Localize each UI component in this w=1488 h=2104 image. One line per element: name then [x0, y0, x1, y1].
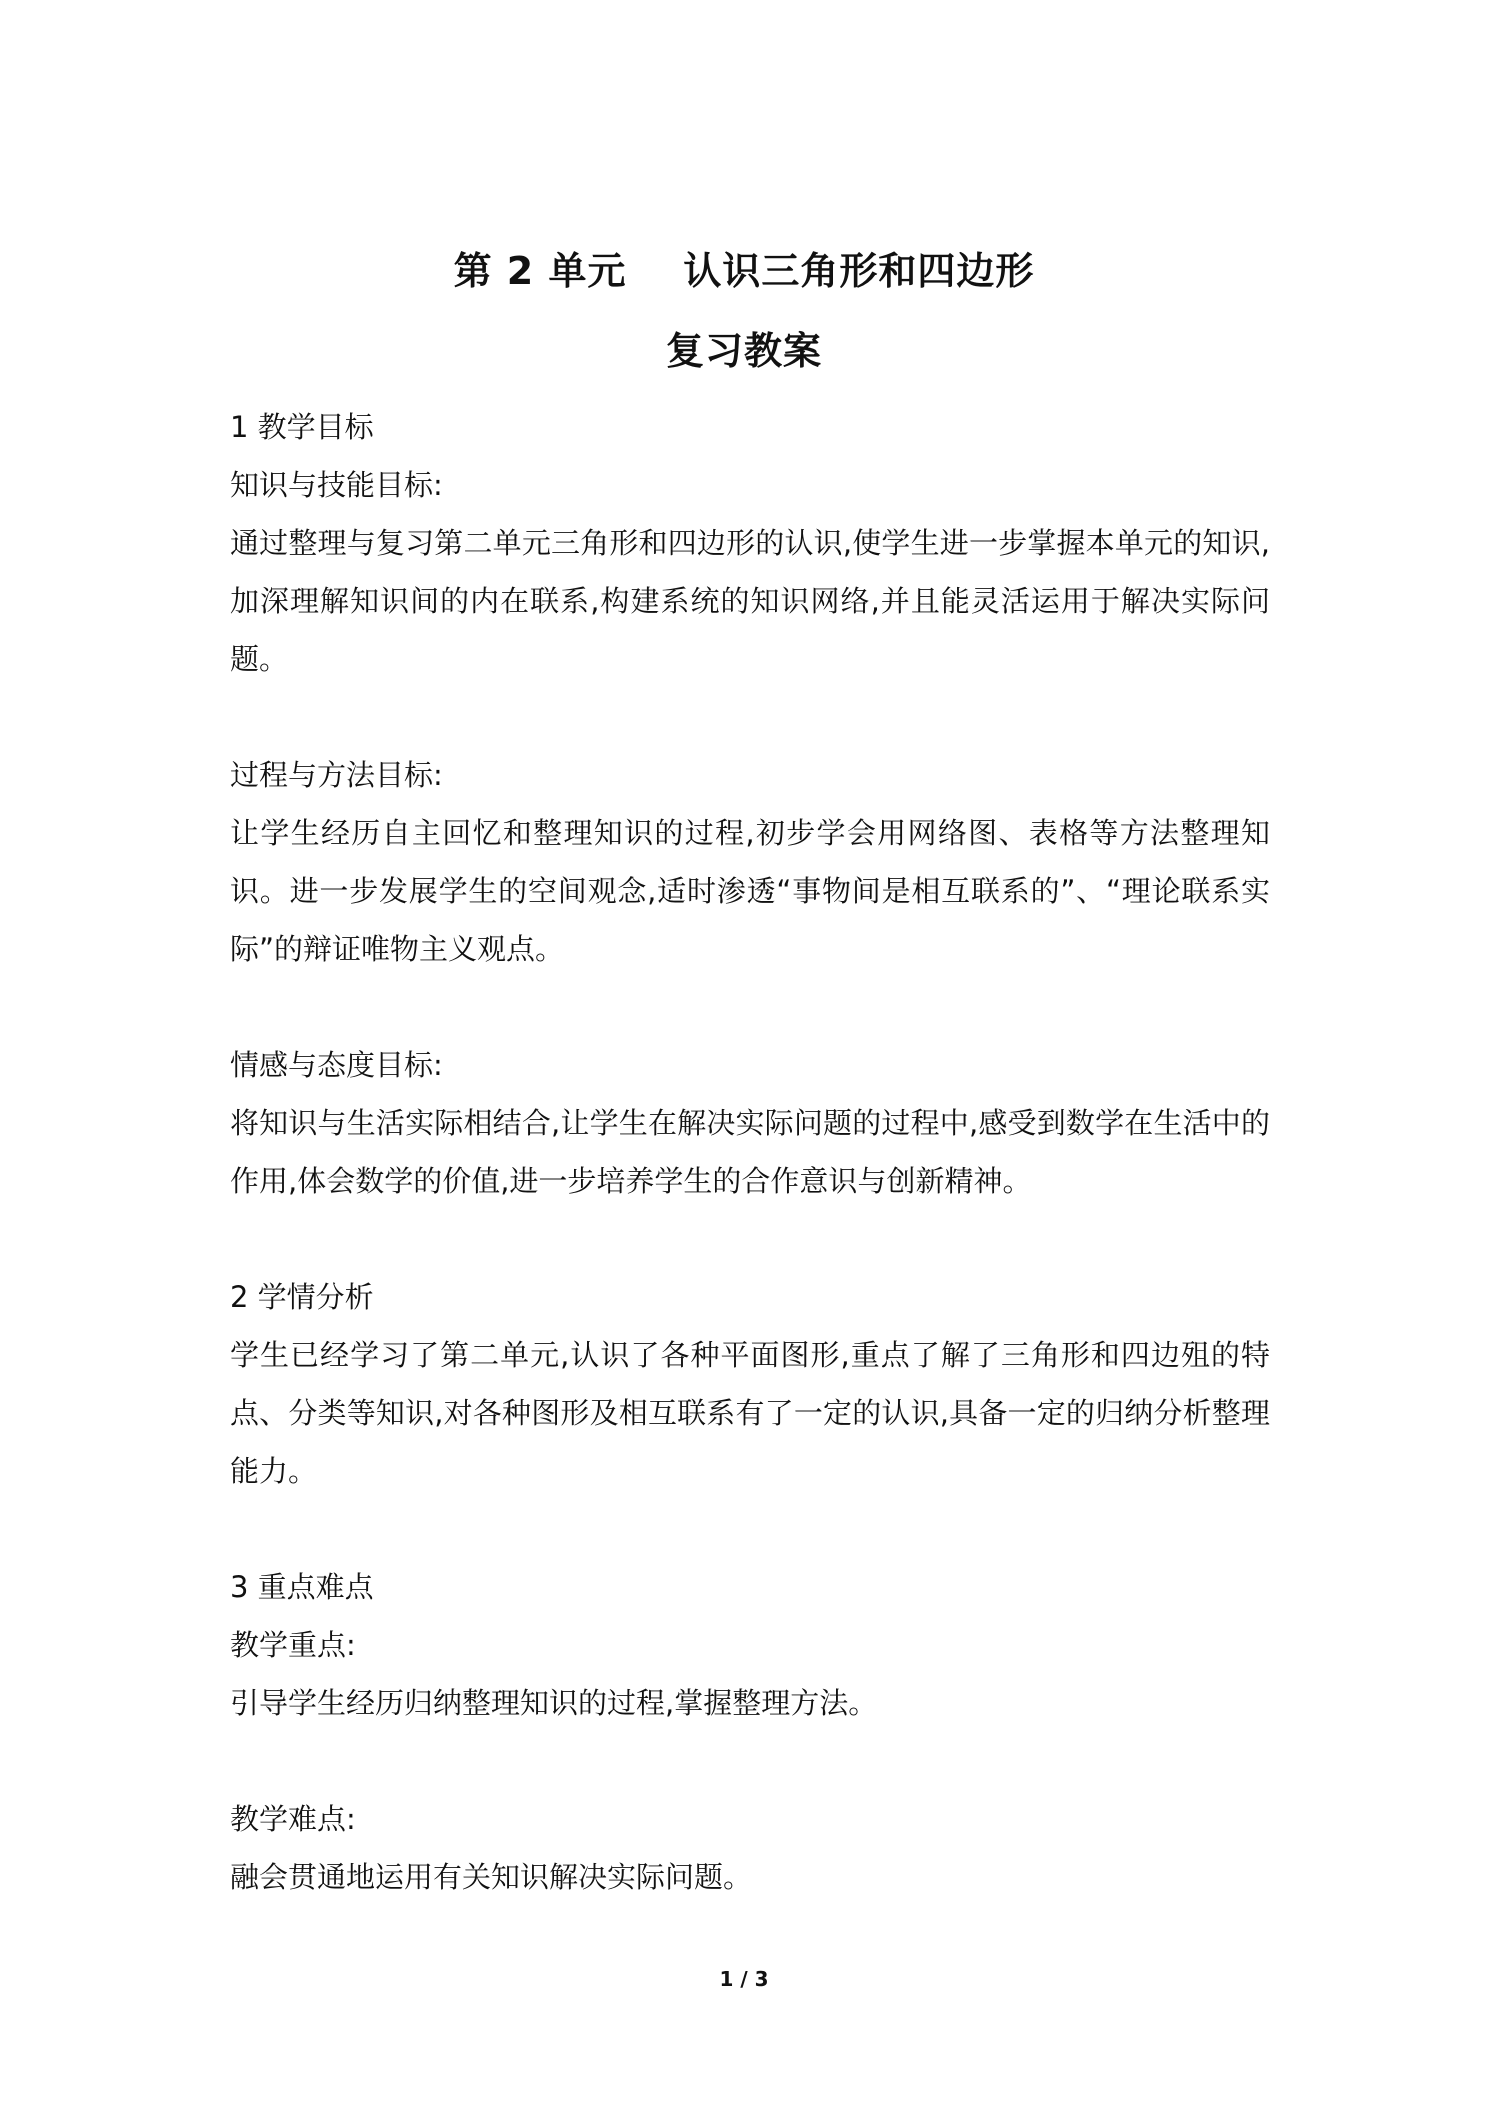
analysis-paragraph: 学生已经学习了第二单元,认识了各种平面图形,重点了解了三角形和四边殂的特点、分类等知识,对各种图形及相互联系有了一定的认识,具备一定的归纳分析整理能力。 — [230, 1338, 1270, 1488]
process-methods-paragraph: 让学生经历自主回忆和整理知识的过程,初步学会用网络图、表格等方法整理知识。进一步发展学生的空间观念,适时渗透“事物间是相互联系的”、“理论联系实际”的辩证唯物主义观点。 — [230, 816, 1270, 966]
section-heading-analysis: 2 学情分析 — [230, 1280, 374, 1314]
document-body — [230, 398, 1270, 1906]
page-number: 1 / 3 — [719, 1967, 769, 1991]
emotion-attitude-paragraph: 将知识与生活实际相结合,让学生在解决实际问题的过程中,感受到数学在生活中的作用,体会数学的价值,进一步培养学生的合作意识与创新精神。 — [230, 1106, 1270, 1198]
spacer — [230, 688, 1270, 746]
document-subtitle: 复习教案 — [665, 329, 822, 373]
spacer — [230, 978, 1270, 1036]
teaching-focus-label: 教学重点: — [230, 1628, 356, 1662]
teaching-difficulty-label: 教学难点: — [230, 1802, 356, 1836]
knowledge-skills-paragraph: 通过整理与复习第二单元三角形和四边形的认识,使学生进一步掌握本单元的知识,加深理解知识间的内在联系,构建系统的知识网络,并且能灵活运用于解决实际问题。 — [230, 526, 1270, 676]
process-methods-label: 过程与方法目标: — [230, 758, 443, 792]
spacer — [230, 1210, 1270, 1268]
spacer — [230, 1732, 1270, 1790]
knowledge-skills-label: 知识与技能目标: — [230, 468, 443, 502]
teaching-difficulty-paragraph: 融会贯通地运用有关知识解决实际问题。 — [230, 1860, 753, 1894]
spacer — [230, 1500, 1270, 1558]
teaching-focus-paragraph: 引导学生经历归纳整理知识的过程,掌握整理方法。 — [230, 1686, 878, 1720]
section-heading-objectives: 1 教学目标 — [230, 410, 374, 444]
document-title: 第 2 单元 认识三角形和四边形 — [453, 249, 1035, 293]
section-heading-key-points: 3 重点难点 — [230, 1570, 374, 1604]
emotion-attitude-label: 情感与态度目标: — [230, 1048, 443, 1082]
